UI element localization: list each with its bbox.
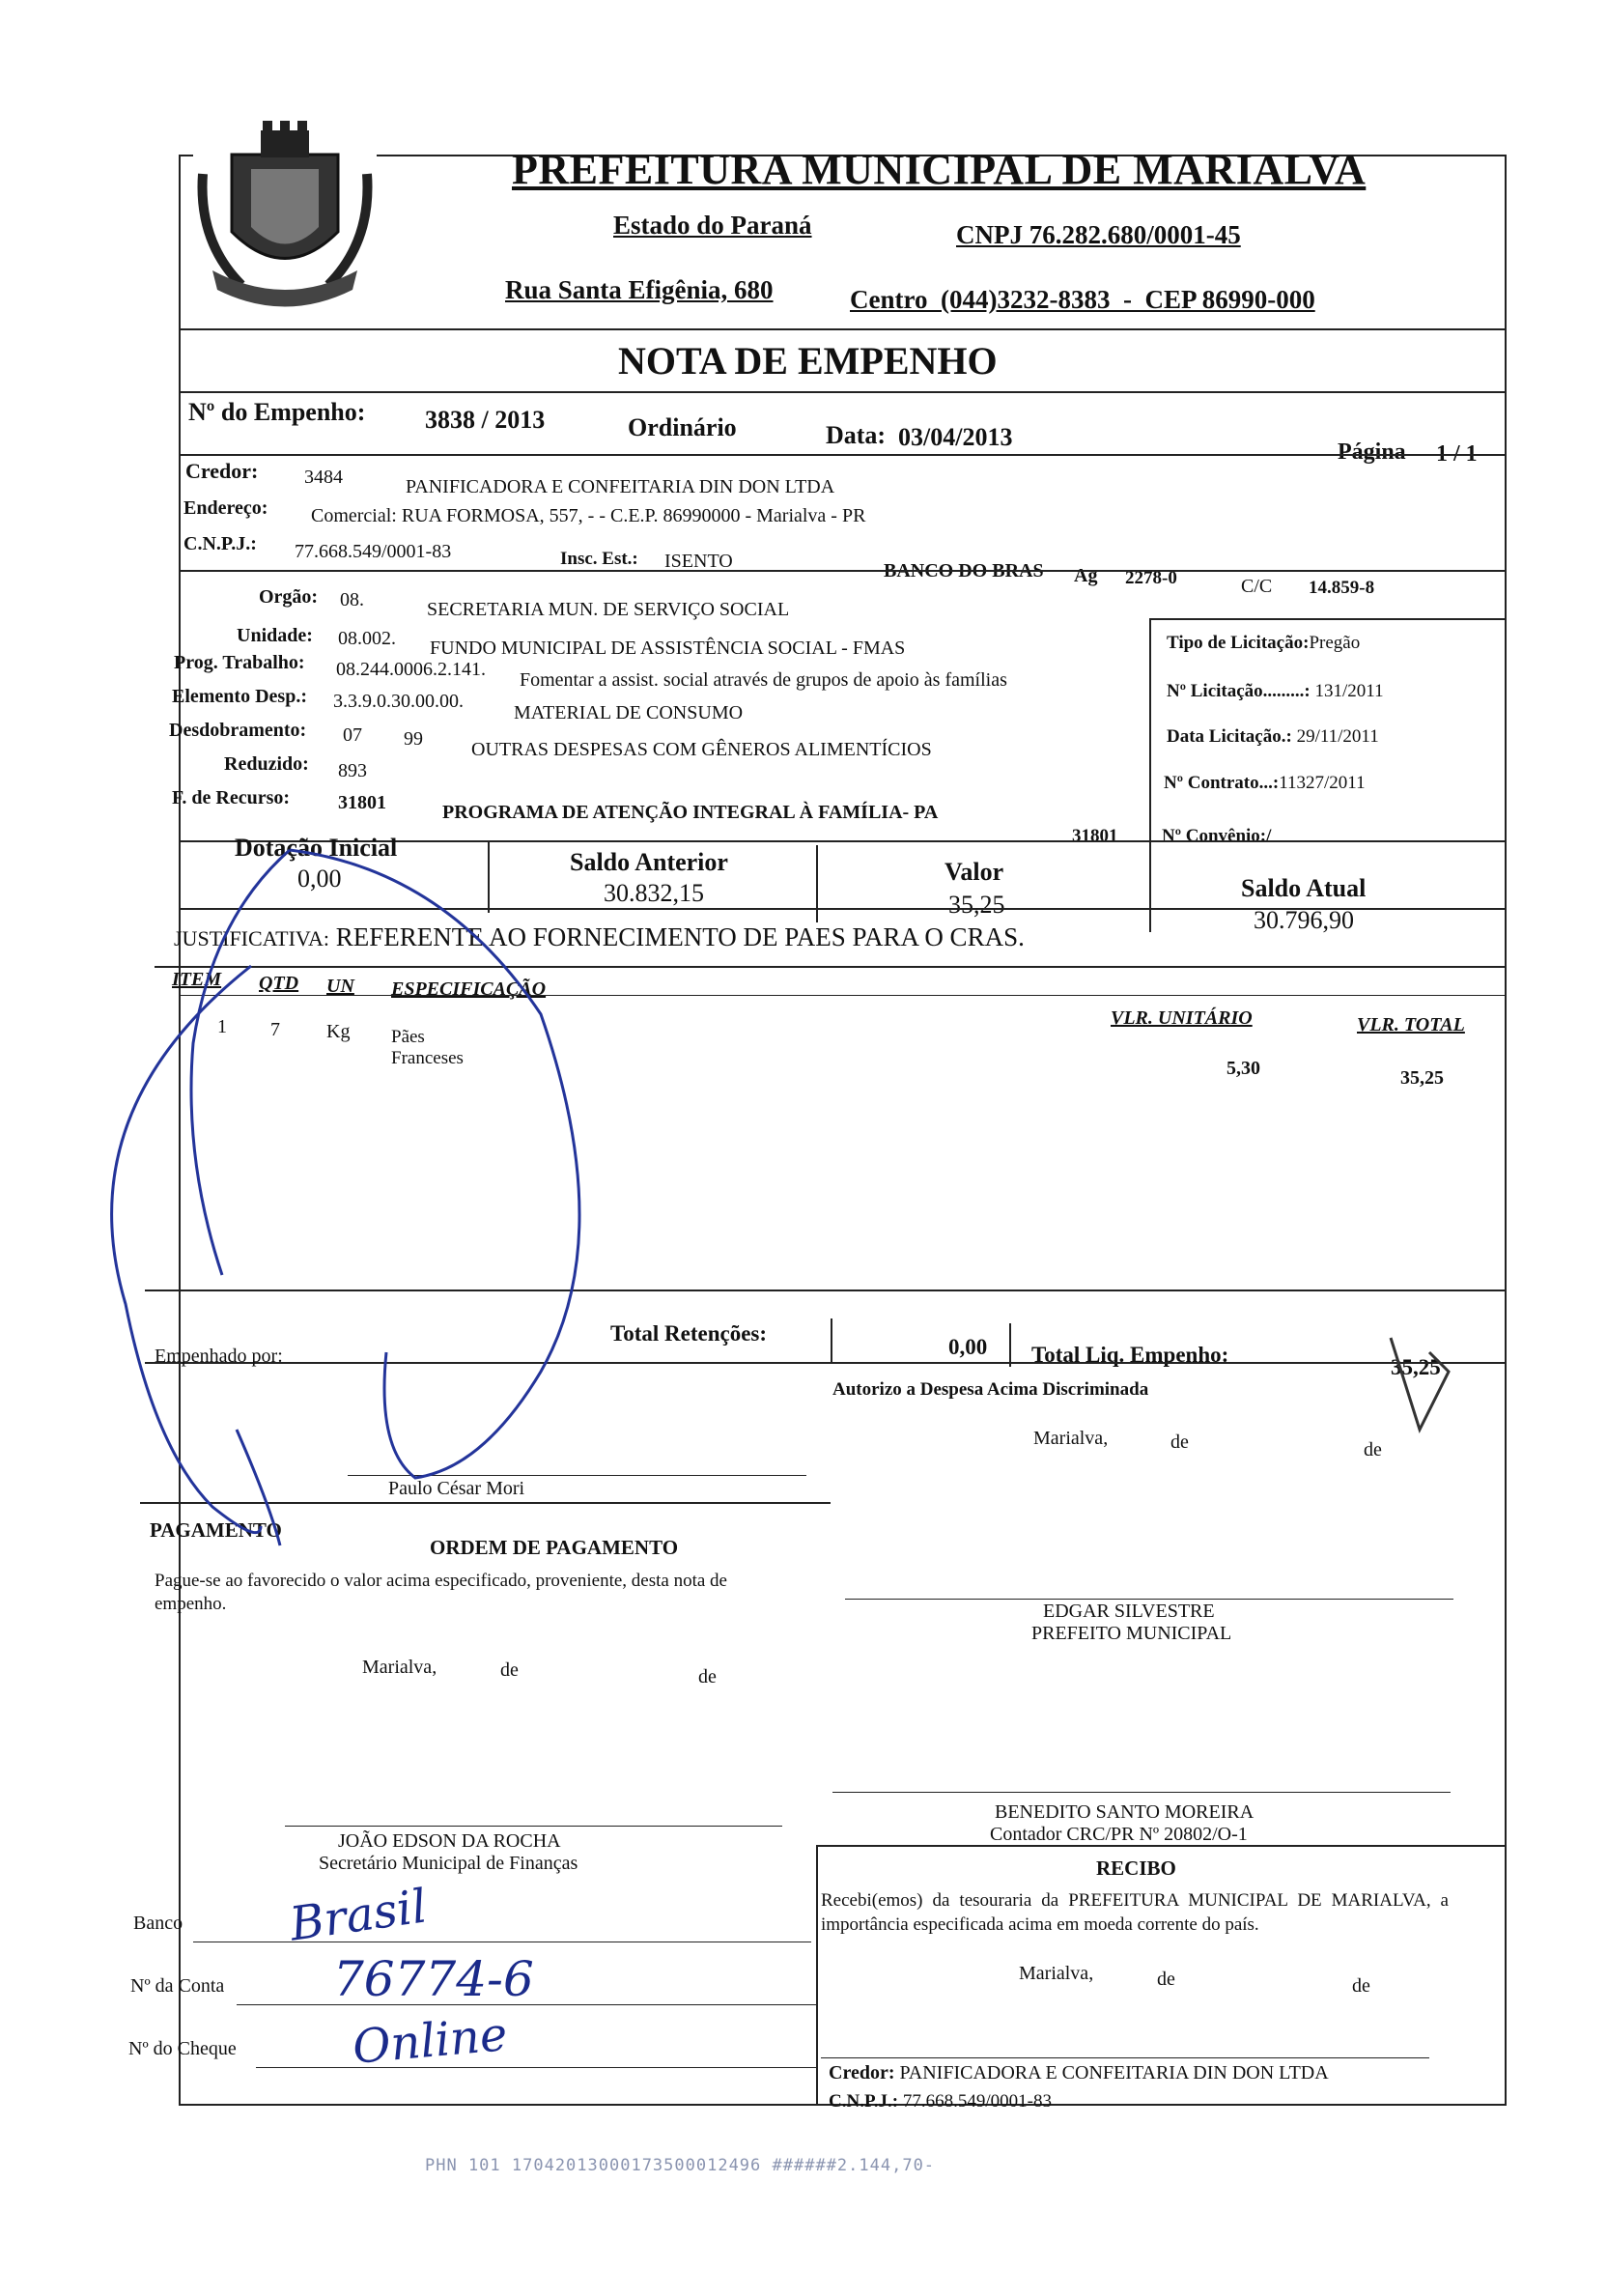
orgao-name: SECRETARIA MUN. DE SERVIÇO SOCIAL: [427, 599, 790, 620]
liq-label: Total Liq. Empenho:: [1031, 1343, 1229, 1367]
recibo-de-1: de: [1157, 1969, 1175, 1990]
col-total-header: VLR. TOTAL: [1357, 1014, 1465, 1035]
col-un-header: UN: [326, 976, 354, 997]
col-qtd-header: QTD: [259, 973, 299, 994]
secretario-role: Secretário Municipal de Finanças: [319, 1853, 578, 1874]
bank-name: BANCO DO BRAS: [884, 560, 1044, 581]
divider: [1149, 618, 1507, 620]
col-item-header: ITEM: [172, 969, 222, 990]
prefeito-name: EDGAR SILVESTRE: [1043, 1601, 1215, 1622]
recurso-description: PROGRAMA DE ATENÇÃO INTEGRAL À FAMÍLIA- PA: [442, 802, 939, 823]
row-qtd: 7: [270, 1019, 280, 1040]
saldo-atual-value: 30.796,90: [1254, 906, 1354, 934]
insc-label: Insc. Est.:: [560, 549, 638, 569]
secretario-name: JOÃO EDSON DA ROCHA: [338, 1830, 561, 1852]
recurso-code: 31801: [338, 792, 386, 813]
recibo-text: Recebi(emos) da tesouraria da PREFEITURA MUNICIPAL DE MARIALVA, a importância especificada acima em moeda corrente do país.: [821, 1890, 1449, 1935]
street-address: Rua Santa Efigênia, 680: [505, 275, 774, 304]
row-total: 35,25: [1400, 1067, 1444, 1089]
recibo-credor: [829, 2062, 1329, 2084]
cheque-handwritten: Online: [350, 2007, 510, 2075]
orgao-code: 08.: [340, 589, 364, 610]
pagamento-label: PAGAMENTO: [150, 1518, 282, 1542]
autorizo-text: Autorizo a Despesa Acima Discriminada: [832, 1379, 1149, 1400]
cc-number: 14.859-8: [1309, 578, 1375, 598]
cheque-label: Nº do Cheque: [128, 2038, 237, 2059]
recibo-place: Marialva,: [1019, 1963, 1094, 1984]
credor-code: 3484: [304, 467, 343, 488]
signature-line: [348, 1475, 806, 1476]
divider: [179, 908, 1507, 910]
contrato: [1164, 773, 1366, 794]
justificativa: [174, 922, 1025, 952]
contador-role: Contador CRC/PR Nº 20802/O-1: [990, 1824, 1248, 1845]
desdobramento-sub: 99: [404, 728, 423, 750]
retencoes-value: 0,00: [948, 1335, 988, 1359]
row-un: Kg: [326, 1021, 351, 1042]
saldo-anterior-label: Saldo Anterior: [570, 848, 728, 876]
divider: [816, 1845, 1507, 1847]
prog-code: 08.244.0006.2.141.: [336, 659, 486, 680]
conta-label: Nº da Conta: [130, 1975, 225, 1997]
desdobramento-description: OUTRAS DESPESAS COM GÊNEROS ALIMENTÍCIOS: [471, 739, 932, 760]
reduzido-value: 893: [338, 760, 367, 781]
pagamento-place: Marialva,: [362, 1657, 437, 1678]
recibo-title: RECIBO: [1096, 1857, 1176, 1880]
banco-label: Banco: [133, 1913, 183, 1934]
balance-divider: [1149, 850, 1151, 932]
divider: [179, 570, 1507, 572]
empenho-number: 3838 / 2013: [425, 406, 546, 434]
convenio-label: Nº Convênio:/: [1162, 826, 1272, 846]
date-label: Data:: [826, 421, 887, 449]
liq-value: 35,25: [1391, 1355, 1441, 1379]
recurso-code-2: 31801: [1072, 826, 1118, 846]
totals-divider: [1009, 1323, 1011, 1367]
desdobramento-label: Desdobramento:: [169, 720, 307, 741]
signature-line: [285, 1826, 782, 1827]
unidade-name: FUNDO MUNICIPAL DE ASSISTÊNCIA SOCIAL - FMAS: [430, 638, 906, 659]
address-contact: Centro (044)3232-8383 - CEP 86990-000: [850, 285, 1315, 314]
recibo-divider: [816, 1845, 818, 2106]
row-unit-price: 5,30: [1226, 1058, 1260, 1079]
valor-value: 35,25: [948, 891, 1005, 919]
justificativa-text: REFERENTE AO FORNECIMENTO DE PAES PARA O CRAS.: [335, 922, 1025, 951]
saldo-anterior-value: 30.832,15: [604, 879, 704, 907]
retencoes-label: Total Retenções:: [610, 1321, 768, 1346]
recibo-de-2: de: [1352, 1975, 1370, 1997]
data-licitacao: [1167, 726, 1379, 748]
signature-line: [845, 1599, 1453, 1600]
endereco: Comercial: RUA FORMOSA, 557, - - C.E.P. 86990000 - Marialva - PR: [311, 505, 866, 526]
row-item: 1: [217, 1016, 227, 1037]
recibo-credor-name: PANIFICADORA E CONFEITARIA DIN DON LTDA: [899, 2062, 1329, 2083]
autorizo-de-2: de: [1364, 1439, 1382, 1460]
document-title: NOTA DE EMPENHO: [618, 339, 998, 383]
pagamento-text: Pague-se ao favorecido o valor acima especificado, proveniente, desta nota de empenho.: [155, 1571, 727, 1614]
totals-divider: [831, 1318, 832, 1362]
endereco-label: Endereço:: [183, 497, 268, 519]
conta-handwritten: 76774-6: [333, 1951, 534, 2007]
data-licitacao-label: Data Licitação.:: [1167, 726, 1292, 747]
divider: [140, 1502, 831, 1504]
recibo-cnpj-label: C.N.P.J.:: [829, 2091, 899, 2112]
agency-label: Ag: [1074, 565, 1098, 586]
divider: [145, 1290, 1507, 1291]
page-label: Página: [1338, 439, 1406, 465]
credor-label: Credor:: [185, 459, 259, 483]
unidade-label: Unidade:: [237, 625, 313, 646]
insc-value: ISENTO: [664, 551, 733, 572]
recibo-cnpj-value: 77.668.549/0001-83: [902, 2091, 1052, 2112]
state-label: Estado do Paraná: [613, 211, 812, 240]
recurso-label: F. de Recurso:: [172, 787, 291, 808]
divider: [179, 391, 1507, 393]
orgao-label: Orgão:: [259, 586, 319, 608]
col-unit-header: VLR. UNITÁRIO: [1111, 1007, 1253, 1029]
dotacao-label: Dotação Inicial: [235, 834, 398, 862]
ordem-pagamento: ORDEM DE PAGAMENTO: [430, 1536, 679, 1559]
pagamento-de-2: de: [698, 1666, 717, 1687]
recibo-cnpj: [829, 2091, 1052, 2112]
empenho-label: Nº do Empenho:: [188, 398, 366, 426]
tipo-licitacao-key: Tipo de Licitação:: [1167, 633, 1310, 653]
balance-divider: [816, 845, 818, 922]
desdobramento-code: 07: [343, 724, 362, 746]
saldo-atual-label: Saldo Atual: [1241, 874, 1367, 902]
elemento-description: MATERIAL DE CONSUMO: [514, 702, 744, 723]
recibo-credor-label: Credor:: [829, 2062, 895, 2083]
num-licitacao: [1167, 681, 1384, 702]
contrato-value: 11327/2011: [1279, 773, 1366, 793]
cc-label: C/C: [1241, 576, 1273, 597]
credor-name: PANIFICADORA E CONFEITARIA DIN DON LTDA: [406, 476, 835, 497]
municipal-coat-of-arms: [193, 116, 377, 314]
dotacao-value: 0,00: [297, 865, 342, 893]
tipo-licitacao-label: [1167, 633, 1360, 654]
contador-name: BENEDITO SANTO MOREIRA: [995, 1801, 1255, 1823]
col-spec-header: ESPECIFICAÇÃO: [391, 978, 547, 1000]
signature-line: [821, 2057, 1429, 2058]
cash-register-print: PHN 101 17042013000173500012496 ######2.144,70-: [425, 2156, 936, 2175]
num-licitacao-label: Nº Licitação.........:: [1167, 681, 1311, 701]
row-spec: Pães Franceses: [391, 1027, 464, 1068]
justificativa-label: JUSTIFICATIVA:: [174, 926, 329, 950]
divider: [145, 1362, 1507, 1364]
empenho-type: Ordinário: [628, 413, 737, 441]
page-title: PREFEITURA MUNICIPAL DE MARIALVA: [512, 146, 1367, 193]
page-number: 1 / 1: [1436, 441, 1478, 467]
prog-label: Prog. Trabalho:: [174, 652, 305, 673]
valor-label: Valor: [944, 858, 1004, 886]
cheque-line: [256, 2067, 816, 2068]
banco-handwritten: Brasil: [286, 1879, 431, 1952]
divider: [179, 454, 1507, 456]
signature-line: [832, 1792, 1451, 1793]
elemento-label: Elemento Desp.:: [172, 686, 307, 707]
empenho-date: 03/04/2013: [898, 423, 1013, 451]
unidade-code: 08.002.: [338, 628, 396, 649]
pagamento-de-1: de: [500, 1659, 519, 1681]
contrato-label: Nº Contrato...:: [1164, 773, 1280, 793]
cnpj-label: C.N.P.J.:: [183, 533, 257, 554]
tipo-licitacao-value: Pregão: [1309, 633, 1361, 653]
prefeito-role: PREFEITO MUNICIPAL: [1031, 1623, 1232, 1644]
divider: [155, 966, 1507, 968]
credor-cnpj: 77.668.549/0001-83: [295, 541, 452, 562]
agency-number: 2278-0: [1125, 568, 1177, 588]
cnpj-header: CNPJ 76.282.680/0001-45: [956, 220, 1241, 249]
prog-description: Fomentar a assist. social através de grupos de apoio às famílias: [520, 669, 1007, 691]
autorizo-place: Marialva,: [1033, 1428, 1109, 1449]
divider: [179, 995, 1507, 996]
empenhado-name: Paulo César Mori: [388, 1478, 525, 1499]
empenhado-label: Empenhado por:: [155, 1346, 283, 1367]
reduzido-label: Reduzido:: [224, 753, 309, 775]
balance-divider: [488, 840, 490, 913]
data-licitacao-value: 29/11/2011: [1296, 726, 1379, 747]
autorizo-de-1: de: [1170, 1431, 1189, 1453]
divider: [179, 328, 1507, 330]
licitacao-divider: [1149, 618, 1151, 860]
num-licitacao-value: 131/2011: [1314, 681, 1384, 701]
elemento-code: 3.3.9.0.30.00.00.: [333, 691, 464, 712]
